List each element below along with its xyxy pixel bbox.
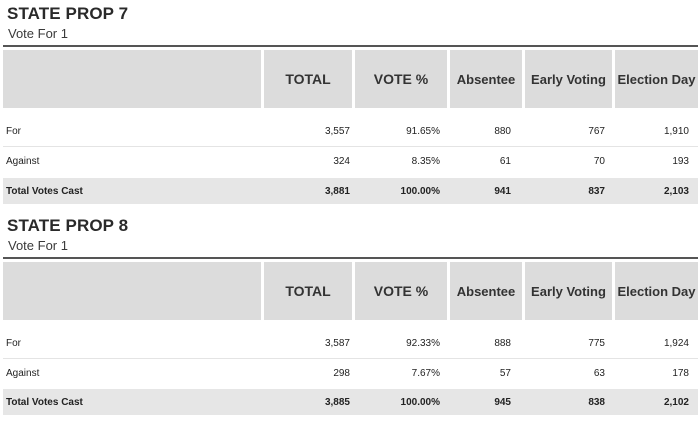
- contest-title: STATE PROP 7: [7, 4, 129, 23]
- cell-vote-percent: 100.00%: [400, 186, 440, 197]
- cell-early-voting: 775: [588, 338, 605, 349]
- contest-subtitle: Vote For 1: [8, 26, 68, 41]
- row-label: For: [6, 338, 21, 349]
- title-divider: [3, 257, 698, 259]
- cell-total: 3,881: [324, 186, 350, 197]
- row-label: Against: [6, 368, 40, 379]
- row-label: For: [6, 126, 21, 137]
- cell-vote-percent: 92.33%: [406, 338, 440, 349]
- header-blank-cell: [3, 50, 261, 108]
- cell-election-day: 2,103: [663, 186, 689, 197]
- header-blank-cell: [3, 262, 261, 320]
- results-header: [3, 50, 698, 108]
- cell-early-voting: 838: [588, 397, 605, 408]
- cell-election-day: 1,924: [663, 338, 689, 349]
- header-election-day: Election Day: [615, 262, 698, 320]
- title-divider: [3, 45, 698, 47]
- cell-total: 324: [333, 156, 350, 167]
- contest-subtitle: Vote For 1: [8, 238, 68, 253]
- table-row-against: [3, 360, 698, 386]
- cell-election-day: 193: [672, 156, 689, 167]
- header-absentee: Absentee: [450, 262, 522, 320]
- cell-absentee: 880: [494, 126, 511, 137]
- cell-vote-percent: 8.35%: [411, 156, 440, 167]
- contest-title: STATE PROP 8: [7, 216, 129, 235]
- table-row-for: [3, 330, 698, 356]
- row-label: Against: [6, 156, 40, 167]
- cell-election-day: 2,102: [663, 397, 689, 408]
- cell-absentee: 57: [499, 368, 511, 379]
- cell-absentee: 61: [499, 156, 511, 167]
- cell-early-voting: 767: [588, 126, 605, 137]
- cell-election-day: 1,910: [663, 126, 689, 137]
- header-early-voting: Early Voting: [525, 262, 612, 320]
- header-absentee: Absentee: [450, 50, 522, 108]
- row-label: Total Votes Cast: [6, 397, 83, 408]
- cell-absentee: 941: [494, 186, 511, 197]
- cell-total: 3,885: [324, 397, 350, 408]
- row-label: Total Votes Cast: [6, 186, 83, 197]
- row-divider: [3, 146, 698, 147]
- cell-early-voting: 70: [593, 156, 605, 167]
- table-row-for: [3, 118, 698, 144]
- header-total: TOTAL: [264, 50, 352, 108]
- cell-early-voting: 837: [588, 186, 605, 197]
- cell-vote-percent: 100.00%: [400, 397, 440, 408]
- table-row-total: [3, 178, 698, 204]
- cell-absentee: 945: [494, 397, 511, 408]
- header-vote-percent: VOTE %: [355, 50, 447, 108]
- cell-early-voting: 63: [593, 368, 605, 379]
- table-row-total: [3, 389, 698, 415]
- results-header: [3, 262, 698, 320]
- cell-vote-percent: 91.65%: [406, 126, 440, 137]
- cell-vote-percent: 7.67%: [411, 368, 440, 379]
- header-early-voting: Early Voting: [525, 50, 612, 108]
- header-election-day: Election Day: [615, 50, 698, 108]
- cell-total: 3,557: [324, 126, 350, 137]
- cell-absentee: 888: [494, 338, 511, 349]
- row-divider: [3, 358, 698, 359]
- header-vote-percent: VOTE %: [355, 262, 447, 320]
- cell-total: 298: [333, 368, 350, 379]
- cell-total: 3,587: [324, 338, 350, 349]
- header-total: TOTAL: [264, 262, 352, 320]
- cell-election-day: 178: [672, 368, 689, 379]
- table-row-against: [3, 148, 698, 174]
